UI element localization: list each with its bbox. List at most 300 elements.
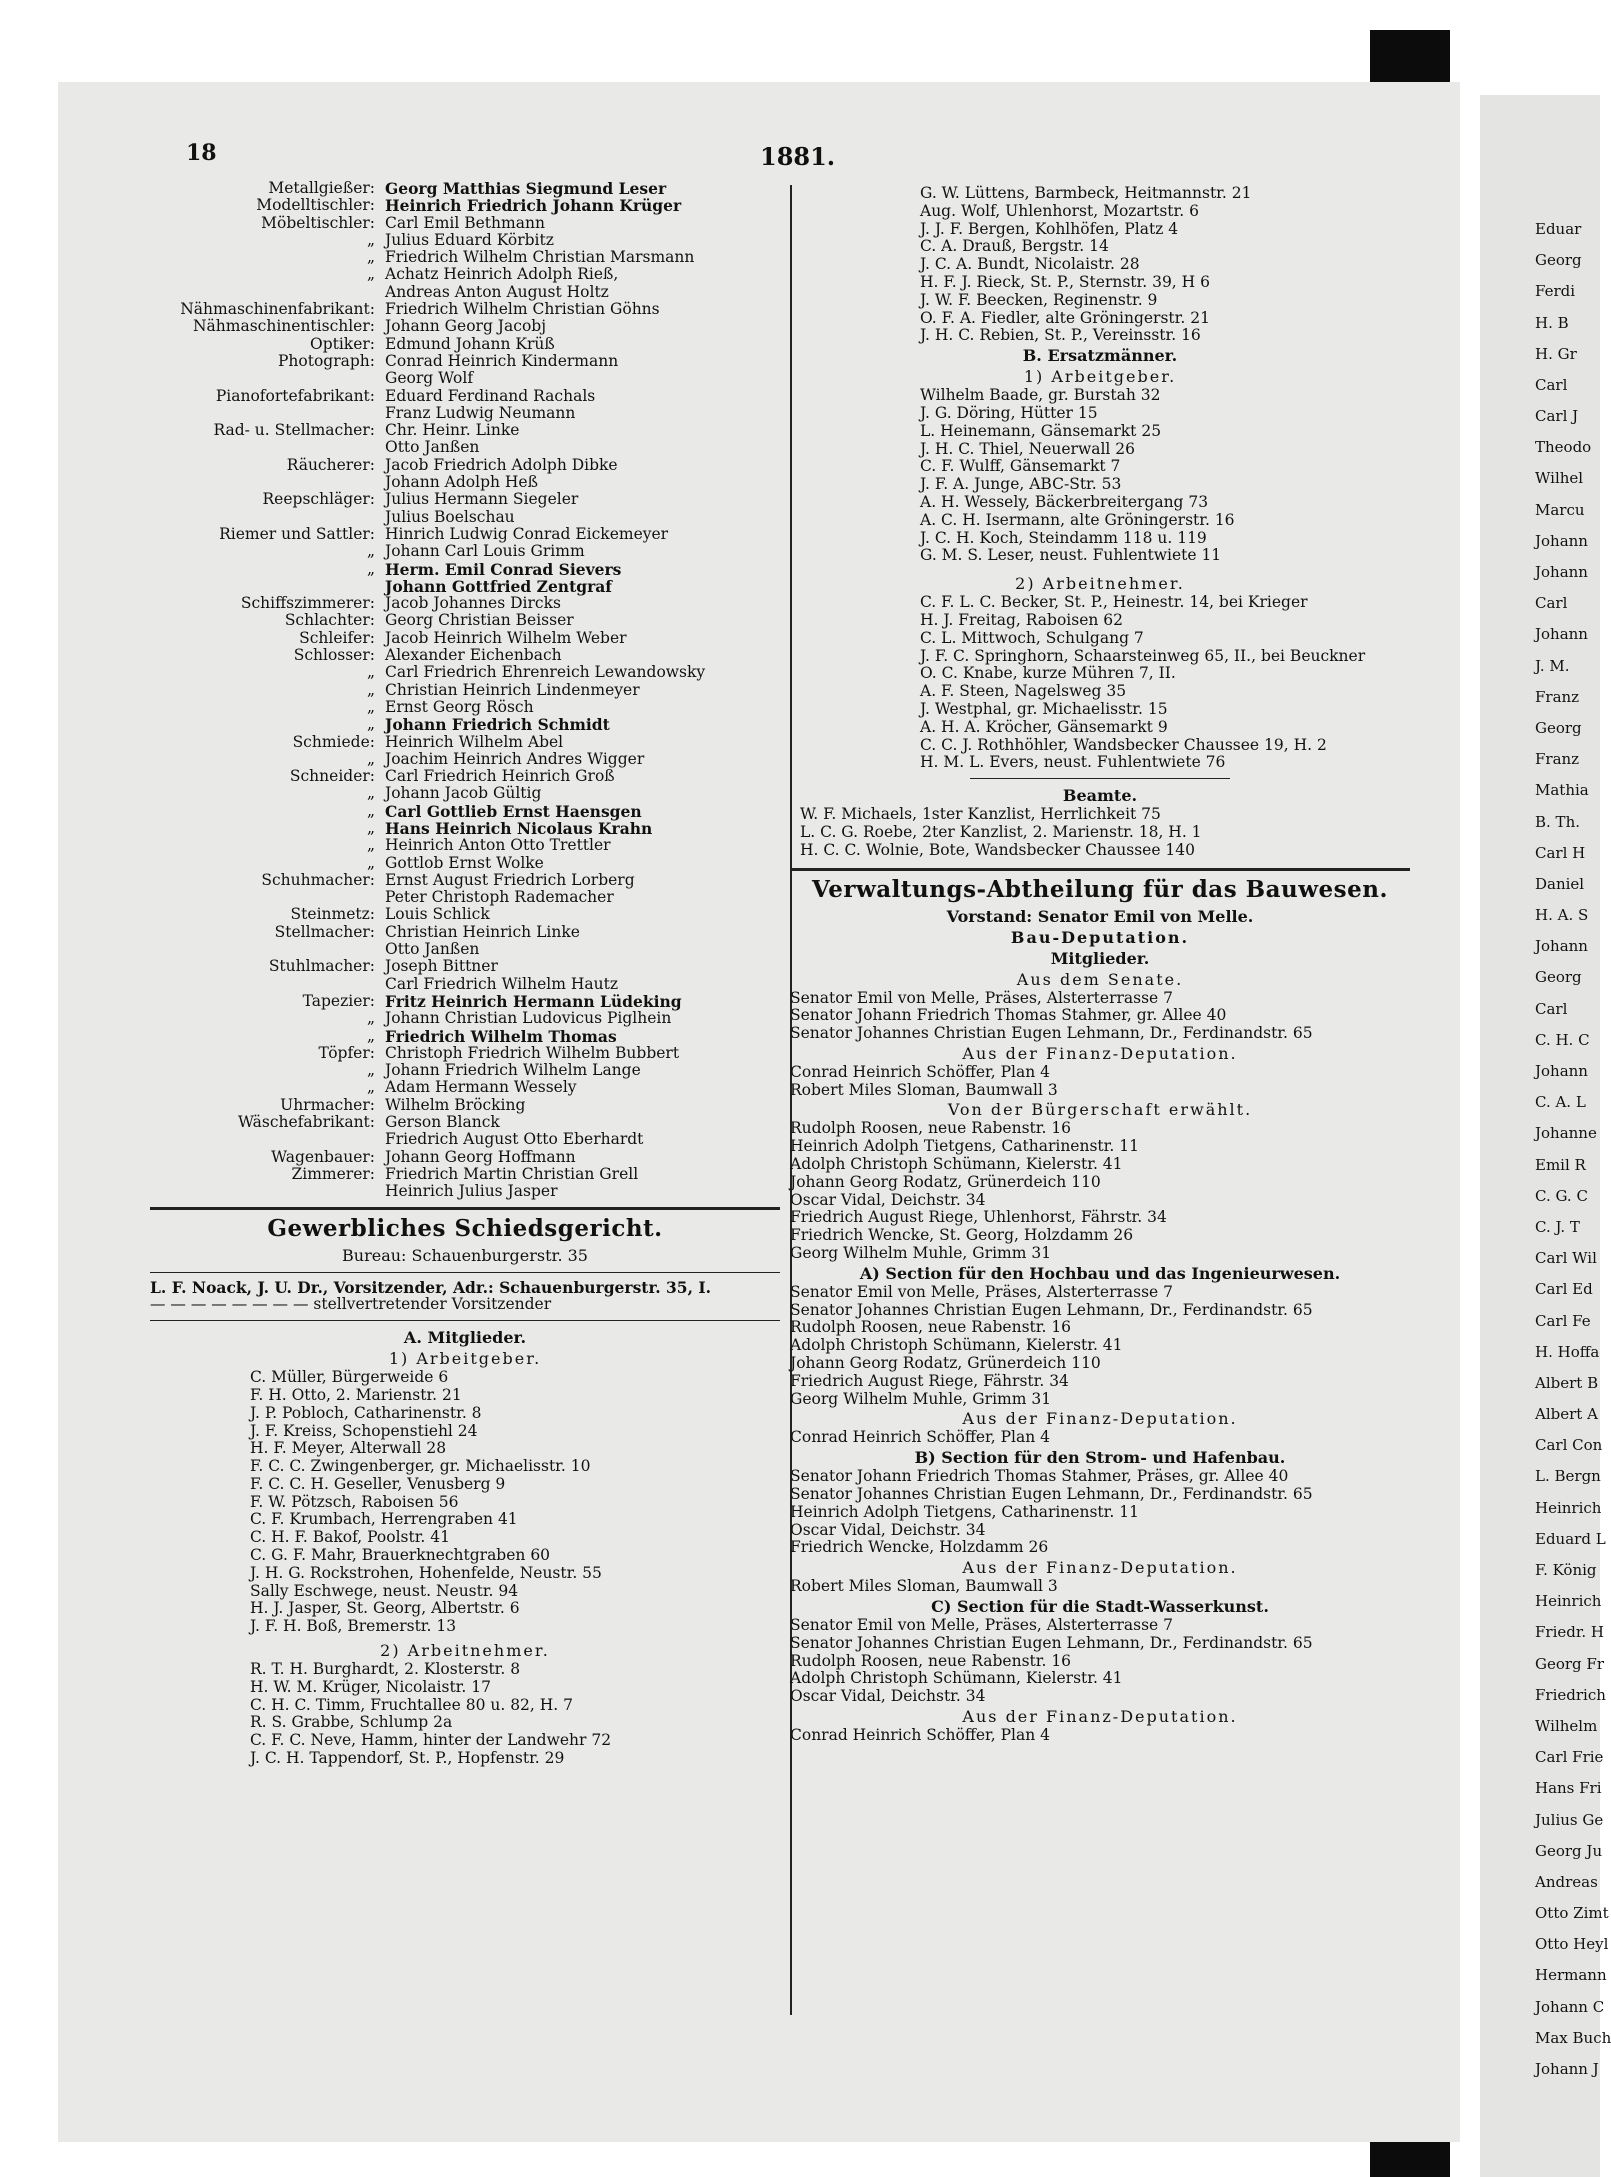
trade-row [150, 976, 780, 993]
secB-fin-list [790, 1578, 1410, 1596]
trade-label: „ [366, 1078, 375, 1097]
trade-person: Herm. Emil Conrad Sievers [385, 559, 622, 579]
list-item: H. F. Meyer, Alterwall 28 [250, 1439, 447, 1458]
list-item: W. F. Michaels, 1ster Kanzlist, Herrlichkeit 75 [800, 805, 1161, 824]
list-item: G. M. S. Leser, neust. Fuhlentwiete 11 [920, 546, 1222, 565]
list-item: J. F. Kreiss, Schopenstiehl 24 [250, 1421, 478, 1440]
next-page-fragment: C. A. L [1535, 1093, 1586, 1111]
trade-row [150, 388, 780, 405]
list-item: J. Westphal, gr. Michaelisstr. 15 [920, 699, 1168, 718]
gew-employers-list [150, 1369, 780, 1636]
next-page-fragment: Emil R [1535, 1156, 1586, 1174]
next-page-fragment: Carl [1535, 376, 1568, 394]
bue-list [790, 1120, 1410, 1262]
gew-title: Gewerbliches Schiedsgericht. [267, 1214, 663, 1242]
next-page-fragment: C. H. C [1535, 1031, 1590, 1049]
trade-label: Wäschefabrikant: [238, 1113, 375, 1132]
list-item: Senator Johannes Christian Eugen Lehmann, Dr., Ferdinandstr. 65 [790, 1633, 1313, 1652]
trade-person: Johann Georg Hoffmann [385, 1147, 576, 1166]
gew-employers-head: 1) Arbeitgeber. [388, 1349, 542, 1369]
trade-label: „ [366, 663, 375, 682]
trade-person: Carl Friedrich Wilhelm Hautz [385, 974, 619, 993]
list-item: Conrad Heinrich Schöffer, Plan 4 [790, 1428, 1051, 1447]
list-item: Oscar Vidal, Deichstr. 34 [790, 1190, 986, 1209]
trades-list [150, 180, 780, 1201]
next-page-fragment: H. Gr [1535, 345, 1577, 363]
trade-row [150, 474, 780, 491]
trade-label: Schiffszimmerer: [240, 594, 375, 613]
trade-person: Johann Carl Louis Grimm [385, 542, 585, 561]
trade-label: „ [366, 230, 375, 249]
list-item: C. G. F. Mahr, Brauerknechtgraben 60 [250, 1546, 551, 1565]
trade-label: „ [366, 801, 375, 820]
trade-label [150, 370, 385, 387]
gew-deputy: — — — — — — — — stellvertretender Vorsitzender [150, 1295, 552, 1314]
trade-row [150, 526, 780, 543]
list-item: Heinrich Adolph Tietgens, Catharinenstr. 11 [790, 1137, 1139, 1156]
trade-row [150, 561, 780, 578]
trade-label: „ [366, 818, 375, 837]
list-item: Johann Georg Rodatz, Grünerdeich 110 [790, 1354, 1101, 1373]
next-page-fragment: H. B [1535, 314, 1569, 332]
trade-label: Schleifer: [299, 628, 375, 647]
list-item: Rudolph Roosen, neue Rabenstr. 16 [790, 1318, 1072, 1337]
trade-label: „ [366, 836, 375, 855]
trade-person: Adam Hermann Wessely [385, 1078, 577, 1097]
trade-person: Eduard Ferdinand Rachals [385, 386, 596, 405]
next-page-fragment: Friedr. H [1535, 1623, 1604, 1641]
list-item: J. C. H. Koch, Steindamm 118 u. 119 [920, 528, 1207, 547]
trade-person: Julius Boelschau [385, 507, 515, 526]
trade-person: Ernst August Friedrich Lorberg [385, 870, 635, 889]
trade-row [150, 803, 780, 820]
list-item: Oscar Vidal, Deichstr. 34 [790, 1687, 986, 1706]
list-item: H. C. C. Wolnie, Bote, Wandsbecker Chaussee 140 [800, 840, 1196, 859]
next-page-fragment: Heinrich [1535, 1499, 1602, 1517]
next-page-fragment: Carl Ed [1535, 1280, 1593, 1298]
trade-row [150, 664, 780, 681]
trade-row [150, 1131, 780, 1148]
ersatz-an-head: 2) Arbeitnehmer. [1015, 574, 1185, 594]
gew-employees-head: 2) Arbeitnehmer. [380, 1641, 550, 1661]
trade-label [150, 509, 385, 526]
list-item: Wilhelm Baade, gr. Burstah 32 [920, 386, 1161, 405]
list-item: C. F. Wulff, Gänsemarkt 7 [920, 457, 1121, 476]
trade-person: Andreas Anton August Holtz [385, 282, 609, 301]
trade-label: „ [366, 248, 375, 267]
list-item: Friedrich August Riege, Uhlenhorst, Fährstr. 34 [790, 1208, 1167, 1227]
trade-person: Heinrich Julius Jasper [385, 1182, 558, 1201]
trade-row [150, 266, 780, 283]
trade-person: Joachim Heinrich Andres Wigger [385, 749, 645, 768]
list-item: Rudolph Roosen, neue Rabenstr. 16 [790, 1119, 1072, 1138]
trade-label: „ [366, 680, 375, 699]
trade-label: Pianofortefabrikant: [215, 386, 375, 405]
trade-label: Photograph: [277, 351, 375, 370]
right-top-list [790, 185, 1410, 345]
list-item: J. P. Pobloch, Catharinenstr. 8 [250, 1403, 482, 1422]
trade-label: Rad- u. Stellmacher: [213, 421, 375, 440]
next-page-fragment: Theodo [1535, 438, 1592, 456]
list-item: C. C. J. Rothhöhler, Wandsbecker Chaussee 19, H. 2 [920, 735, 1327, 754]
trade-row [150, 578, 780, 595]
list-item: J. H. G. Rockstrohen, Hohenfelde, Neustr. 55 [250, 1563, 602, 1582]
trade-person: Friedrich Wilhelm Christian Göhns [385, 300, 660, 319]
list-item: G. W. Lüttens, Barmbeck, Heitmannstr. 21 [920, 184, 1252, 202]
next-page-fragment: Georg [1535, 251, 1582, 269]
trade-row [150, 1149, 780, 1166]
list-item: Senator Johannes Christian Eugen Lehmann, Dr., Ferdinandstr. 65 [790, 1024, 1313, 1043]
trade-row [150, 595, 780, 612]
trade-label: Stuhlmacher: [268, 957, 375, 976]
trade-person: Achatz Heinrich Adolph Rieß, [385, 265, 619, 284]
trade-person: Johann Jacob Gültig [385, 784, 542, 803]
list-item: Senator Johann Friedrich Thomas Stahmer, Präses, gr. Allee 40 [790, 1467, 1289, 1486]
next-page-fragment: Johann C [1535, 1998, 1605, 2016]
list-item: F. C. C. Zwingenberger, gr. Michaelisstr. 10 [250, 1457, 591, 1476]
next-page-fragment: B. Th. [1535, 813, 1580, 831]
list-item: J. H. C. Thiel, Neuerwall 26 [920, 439, 1136, 458]
trade-row [150, 318, 780, 335]
next-page-fragment: C. G. C [1535, 1187, 1588, 1205]
verw-title: Verwaltungs-Abtheilung für das Bauwesen. [812, 875, 1388, 903]
trade-label [150, 1131, 385, 1148]
next-page-fragment: Hans Fri [1535, 1779, 1602, 1797]
next-page-fragment: Mathia [1535, 781, 1589, 799]
trade-row [150, 993, 780, 1010]
trade-person: Peter Christoph Rademacher [385, 888, 614, 907]
trade-row [150, 180, 780, 197]
trade-row [150, 491, 780, 508]
next-page-fragment: Andreas [1535, 1873, 1598, 1891]
secB-fin-head: Aus der Finanz-Deputation. [962, 1558, 1238, 1578]
list-item: J. C. H. Tappendorf, St. P., Hopfenstr. 29 [250, 1749, 565, 1768]
trade-label: Räucherer: [286, 455, 375, 474]
next-page-fragment: C. J. T [1535, 1218, 1580, 1236]
next-page-fragment: Daniel [1535, 875, 1585, 893]
trade-row [150, 734, 780, 751]
list-item: L. Heinemann, Gänsemarkt 25 [920, 421, 1162, 440]
next-page-fragment: Ferdi [1535, 282, 1576, 300]
next-page-fragment: Johann J [1535, 2060, 1599, 2078]
trade-label: Nähmaschinentischler: [192, 317, 375, 336]
fin-head: Aus der Finanz-Deputation. [962, 1043, 1238, 1063]
secB-list [790, 1468, 1410, 1557]
secB-head: B) Section für den Strom- und Hafenbau. [914, 1448, 1286, 1468]
trade-person: Christoph Friedrich Wilhelm Bubbert [385, 1043, 680, 1062]
secC-fin-list [790, 1727, 1410, 1745]
secA-fin-head: Aus der Finanz-Deputation. [962, 1409, 1238, 1429]
secA-fin-list [790, 1429, 1410, 1447]
list-item: F. C. C. H. Geseller, Venusberg 9 [250, 1474, 506, 1493]
section-rule [150, 1207, 780, 1210]
trade-row [150, 353, 780, 370]
trade-label: „ [366, 715, 375, 734]
trade-label [150, 474, 385, 491]
trade-person: Franz Ludwig Neumann [385, 403, 576, 422]
page-number: 18 [186, 140, 217, 166]
list-item: C. L. Mittwoch, Schulgang 7 [920, 628, 1144, 647]
ersatz-an-list [790, 594, 1410, 772]
list-item: J. F. A. Junge, ABC-Str. 53 [920, 475, 1122, 494]
trade-row [150, 1097, 780, 1114]
trade-row [150, 699, 780, 716]
list-item: R. S. Grabbe, Schlump 2a [250, 1713, 453, 1732]
trade-row [150, 612, 780, 629]
gew-bureau: Bureau: Schauenburgerstr. 35 [342, 1245, 588, 1265]
trade-person: Wilhelm Bröcking [385, 1095, 526, 1114]
trade-row [150, 751, 780, 768]
secC-head: C) Section für die Stadt-Wasserkunst. [931, 1597, 1269, 1617]
trade-label: Reepschläger: [262, 490, 375, 509]
trade-label: Riemer und Sattler: [219, 524, 375, 543]
vorstand: Vorstand: Senator Emil von Melle. [946, 906, 1254, 926]
next-page-fragment: Carl H [1535, 844, 1586, 862]
next-page-fragment: Johann [1535, 563, 1588, 581]
next-page-fragment: Eduar [1535, 220, 1582, 238]
gew-members-head: A. Mitglieder. [403, 1328, 527, 1348]
trade-person: Friedrich Martin Christian Grell [385, 1164, 639, 1183]
next-page-fragment: Hermann [1535, 1966, 1607, 1984]
list-item: A. H. Wessely, Bäckerbreitergang 73 [920, 492, 1209, 511]
trade-person: Julius Eduard Körbitz [385, 230, 554, 249]
trade-row [150, 1183, 780, 1200]
bue-head: Von der Bürgerschaft erwählt. [947, 1100, 1253, 1120]
trade-label: Steinmetz: [290, 905, 375, 924]
list-item: Senator Johannes Christian Eugen Lehmann, Dr., Ferdinandstr. 65 [790, 1485, 1313, 1504]
list-item: J. J. F. Bergen, Kohlhöfen, Platz 4 [920, 219, 1179, 238]
trade-row [150, 630, 780, 647]
next-page-fragment: Carl [1535, 1000, 1568, 1018]
list-item: Senator Emil von Melle, Präses, Alsterterrasse 7 [790, 988, 1174, 1007]
next-page-fragment: H. A. S [1535, 906, 1589, 924]
trade-row [150, 1114, 780, 1131]
list-item: A. H. A. Kröcher, Gänsemarkt 9 [920, 717, 1168, 736]
next-page-fragment: Carl Con [1535, 1436, 1603, 1454]
gew-rule-2 [150, 1320, 780, 1321]
trade-label: „ [366, 542, 375, 561]
next-page-fragment: Johann [1535, 1062, 1588, 1080]
next-page-fragment: Eduard L [1535, 1530, 1606, 1548]
next-page-fragment: Albert A [1535, 1405, 1598, 1423]
list-item: C. Müller, Bürgerweide 6 [250, 1368, 449, 1387]
beamte-list [790, 806, 1410, 859]
trade-person: Carl Gottlieb Ernst Haensgen [385, 801, 642, 821]
senat-head: Aus dem Senate. [1016, 969, 1184, 989]
list-item: Adolph Christoph Schümann, Kielerstr. 41 [790, 1155, 1123, 1174]
trade-row [150, 889, 780, 906]
trade-person: Carl Friedrich Ehrenreich Lewandowsky [385, 663, 706, 682]
next-page-fragment: Wilhelm [1535, 1717, 1598, 1735]
next-page-fragment: Wilhel [1535, 469, 1584, 487]
trade-row [150, 941, 780, 958]
trade-row [150, 682, 780, 699]
trade-row [150, 543, 780, 560]
trade-person: Jacob Heinrich Wilhelm Weber [385, 628, 627, 647]
trade-person: Jacob Friedrich Adolph Dibke [385, 455, 618, 474]
list-item: H. W. M. Krüger, Nicolaistr. 17 [250, 1677, 491, 1696]
next-page-fragment: Albert B [1535, 1374, 1599, 1392]
next-page-fragment: Johann [1535, 625, 1588, 643]
trade-person: Georg Matthias Siegmund Leser [385, 179, 667, 198]
ersatz-ag-list [790, 387, 1410, 565]
trade-row [150, 924, 780, 941]
trade-label: „ [366, 1061, 375, 1080]
trade-person: Louis Schlick [385, 905, 490, 924]
trade-row [150, 647, 780, 664]
secA-head: A) Section für den Hochbau und das Ingenieurwesen. [859, 1263, 1341, 1283]
next-page-fragment: Marcu [1535, 501, 1585, 519]
trade-row [150, 405, 780, 422]
next-page-fragment: Otto Zimt [1535, 1904, 1609, 1922]
list-item: H. J. Freitag, Raboisen 62 [920, 610, 1124, 629]
trade-person: Heinrich Anton Otto Trettler [385, 836, 611, 855]
trade-person: Alexander Eichenbach [385, 646, 562, 665]
beamte-rule [970, 778, 1230, 779]
trade-person: Johann Gottfried Zentgraf [385, 576, 612, 596]
trade-row [150, 457, 780, 474]
trade-label: Schmiede: [292, 732, 375, 751]
trade-row [150, 1079, 780, 1096]
trade-label: „ [366, 697, 375, 716]
list-item: Adolph Christoph Schümann, Kielerstr. 41 [790, 1669, 1123, 1688]
trade-label: „ [366, 784, 375, 803]
list-item: C. H. F. Bakof, Poolstr. 41 [250, 1528, 451, 1547]
left-column [150, 180, 780, 1768]
trade-person: Johann Friedrich Schmidt [385, 715, 610, 735]
trade-person: Gerson Blanck [385, 1113, 500, 1132]
trade-row [150, 872, 780, 889]
trade-row [150, 284, 780, 301]
trade-label: Schlosser: [293, 646, 375, 665]
senat-list [790, 990, 1410, 1043]
list-item: Conrad Heinrich Schöffer, Plan 4 [790, 1062, 1051, 1081]
list-item: H. J. Jasper, St. Georg, Albertstr. 6 [250, 1599, 520, 1618]
list-item: F. W. Pötzsch, Raboisen 56 [250, 1492, 459, 1511]
trade-label: „ [366, 1026, 375, 1045]
list-item: Conrad Heinrich Schöffer, Plan 4 [790, 1726, 1051, 1744]
list-item: J. F. H. Boß, Bremerstr. 13 [250, 1617, 457, 1636]
trade-row [150, 336, 780, 353]
list-item: Georg Wilhelm Muhle, Grimm 31 [790, 1244, 1052, 1263]
trade-label [150, 889, 385, 906]
list-item: Aug. Wolf, Uhlenhorst, Mozartstr. 6 [920, 201, 1199, 220]
trade-person: Georg Christian Beisser [385, 611, 574, 630]
trade-label [150, 284, 385, 301]
trade-person: Georg Wolf [385, 369, 474, 388]
trade-person: Conrad Heinrich Kindermann [385, 351, 619, 370]
trade-row [150, 439, 780, 456]
trade-person: Gottlob Ernst Wolke [385, 853, 544, 872]
trade-label: Nähmaschinenfabrikant: [180, 300, 375, 319]
ersatz-head: B. Ersatzmänner. [1022, 346, 1178, 366]
ersatz-ag-head: 1) Arbeitgeber. [1023, 367, 1177, 387]
trade-label: Zimmerer: [291, 1164, 375, 1183]
trade-label: Schlachter: [284, 611, 375, 630]
trade-row [150, 906, 780, 923]
trade-label: Wagenbauer: [271, 1147, 375, 1166]
trade-label [150, 976, 385, 993]
next-page-fragment: Carl Fe [1535, 1312, 1591, 1330]
list-item: R. T. H. Burghardt, 2. Klosterstr. 8 [250, 1660, 521, 1679]
trade-person: Johann Christian Ludovicus Piglhein [385, 1009, 672, 1028]
list-item: Oscar Vidal, Deichstr. 34 [790, 1520, 986, 1539]
trade-person: Ernst Georg Rösch [385, 697, 534, 716]
list-item: Rudolph Roosen, neue Rabenstr. 16 [790, 1651, 1072, 1670]
trade-row [150, 1062, 780, 1079]
trade-person: Jacob Johannes Dircks [385, 594, 561, 613]
list-item: J. G. Döring, Hütter 15 [920, 403, 1098, 422]
trade-label: Metallgießer: [268, 179, 375, 197]
next-page-fragment: Carl [1535, 594, 1568, 612]
list-item: J. C. A. Bundt, Nicolaistr. 28 [920, 255, 1140, 274]
list-item: C. F. L. C. Becker, St. P., Heinestr. 14, bei Krieger [920, 593, 1308, 612]
trade-label: Optiker: [309, 334, 375, 353]
list-item: H. M. L. Evers, neust. Fuhlentwiete 76 [920, 753, 1226, 772]
trade-label: Schneider: [289, 767, 375, 786]
next-page-fragment: Carl Wil [1535, 1249, 1597, 1267]
trade-person: Johann Adolph Heß [385, 473, 538, 492]
list-item: H. F. J. Rieck, St. P., Sternstr. 39, H 6 [920, 272, 1210, 291]
list-item: C. H. C. Timm, Fruchtallee 80 u. 82, H. 7 [250, 1695, 574, 1714]
list-item: Sally Eschwege, neust. Neustr. 94 [250, 1581, 519, 1600]
gew-chair: L. F. Noack, J. U. Dr., Vorsitzender, Adr.: Schauenburgerstr. 35, I. [150, 1277, 712, 1297]
list-item: C. A. Drauß, Bergstr. 14 [920, 237, 1109, 256]
trade-label: Modelltischler: [256, 196, 375, 215]
list-item: J. H. C. Rebien, St. P., Vereinsstr. 16 [920, 326, 1201, 345]
trade-person: Christian Heinrich Lindenmeyer [385, 680, 640, 699]
trade-row [150, 768, 780, 785]
next-page-fragment: Georg Fr [1535, 1655, 1605, 1673]
trade-person: Johann Friedrich Wilhelm Lange [385, 1061, 641, 1080]
list-item: L. C. G. Roebe, 2ter Kanzlist, 2. Marienstr. 18, H. 1 [800, 822, 1202, 841]
list-item: Adolph Christoph Schümann, Kielerstr. 41 [790, 1336, 1123, 1355]
trade-label: „ [366, 1009, 375, 1028]
trade-person: Chr. Heinr. Linke [385, 421, 520, 440]
trade-person: Hans Heinrich Nicolaus Krahn [385, 818, 653, 838]
trade-row [150, 301, 780, 318]
list-item: Johann Georg Rodatz, Grünerdeich 110 [790, 1172, 1101, 1191]
list-item: A. F. Steen, Nagelsweg 35 [920, 682, 1127, 701]
trade-person: Julius Hermann Siegeler [385, 490, 579, 509]
list-item: Friedrich August Riege, Fährstr. 34 [790, 1371, 1069, 1390]
next-page-edge [1480, 95, 1611, 2177]
trade-row [150, 422, 780, 439]
list-item: Friedrich Wencke, St. Georg, Holzdamm 26 [790, 1226, 1134, 1245]
trade-person: Christian Heinrich Linke [385, 922, 580, 941]
trade-label [150, 439, 385, 456]
trade-row [150, 837, 780, 854]
next-page-fragment: Max Buch [1535, 2029, 1611, 2047]
list-item: Senator Johannes Christian Eugen Lehmann, Dr., Ferdinandstr. 65 [790, 1300, 1313, 1319]
next-page-fragment: Georg [1535, 968, 1582, 986]
trade-person: Otto Janßen [385, 438, 480, 457]
list-item: F. H. Otto, 2. Marienstr. 21 [250, 1385, 462, 1404]
next-page-fragment: Franz [1535, 750, 1580, 768]
next-page-fragment: Johanne [1535, 1124, 1597, 1142]
trade-label: Stellmacher: [274, 922, 375, 941]
right-column [790, 185, 1410, 1745]
list-item: Senator Emil von Melle, Präses, Alsterterrasse 7 [790, 1282, 1174, 1301]
gew-rule [150, 1272, 780, 1273]
trade-person: Johann Georg Jacobj [385, 317, 547, 336]
next-page-fragment: Julius Ge [1535, 1811, 1604, 1829]
list-item: C. F. C. Neve, Hamm, hinter der Landwehr 72 [250, 1731, 612, 1750]
list-item: O. C. Knabe, kurze Mühren 7, II. [920, 664, 1176, 683]
trade-label [150, 1183, 385, 1200]
next-page-fragment: Otto Heyl [1535, 1935, 1609, 1953]
trade-row [150, 215, 780, 232]
